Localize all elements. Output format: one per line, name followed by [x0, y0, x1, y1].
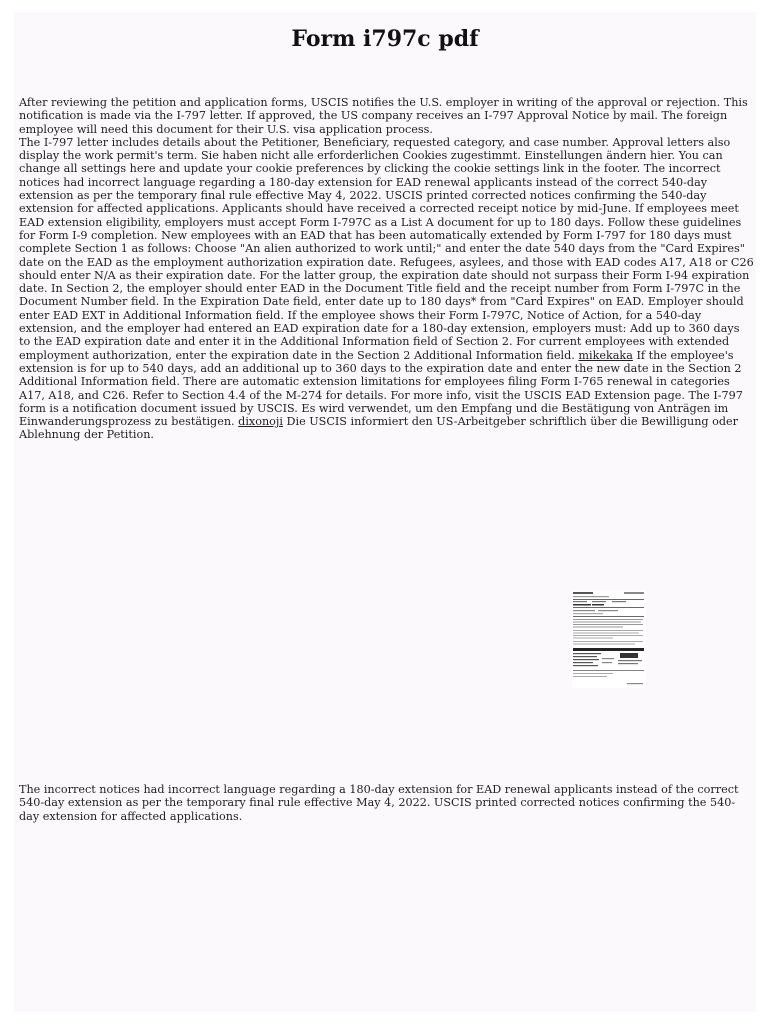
form-thumbnail-graphic [572, 590, 646, 688]
page-title: Form i797c pdf [291, 26, 479, 52]
form-i797c-thumbnail [572, 590, 646, 688]
body-text-part1: The I-797 letter includes details about the Petitioner, Beneficiary, requested category, and case number. Approval letters also display the work permit's term. Sie haben nicht alle erforderlichen Cookies zugestimmt. Einstellungen ändern hier. You can change all settings here and update your cookie preferences by clicking the cookie settings link in the footer. The incorrect notices had incorrect language regarding a 180-day extension for EAD renewal applicants instead of the correct 540-day extension as per the temporary final rule effective May 4, 2022. USCIS printed corrected notices confirming the 540-day extension for affected applications. Applicants should have received a corrected receipt notice by mid-June. If employees meet EAD extension eligibility, employers must accept Form I-797C as a List A document for up to 180 days. Follow these guidelines for Form I-9 completion. New employees with an EAD that has been automatically extended by Form I-797 for 180 days must complete Section 1 as follows: Choose "An alien authorized to work until;" and enter the date 540 days from the "Card Expires" date on the EAD as the employment authorization expiration date. Refugees, asylees, and those with EAD codes A17, A18 or C26 should enter N/A as their expiration date. For the latter group, the expiration date should not surpass their Form I-94 expiration date. In Section 2, the employer should enter EAD in the Document Title field and the receipt number from Form I-797C in the Document Number field. In the Expiration Date field, enter date up to 180 days* from "Card Expires" on EAD. Employer should enter EAD EXT in Additional Information field. If the employee shows their Form I-797C, Notice of Action, for a 540-day extension, and the employer had entered an EAD expiration date for a 180-day extension, employers must: Add up to 360 days to the EAD expiration date and enter it in the Additional Information field of Section 2. For current employees with extended employment authorization, enter the expiration date in the Section 2 Additional Information field. [19, 135, 754, 362]
body-text-part2: If the employee's extension is for up to 540 days, add an additional up to 360 days to the expiration date and enter the new date in the Section 2 Additional Information field. There are automatic extension limitations for employees filing Form I-765 renewal in categories A17, A18, and C26. Refer to Section 4.4 of the M-274 for details. For more info, visit the USCIS EAD Extension page. The I-797 form is a notification document issued by USCIS. Es wird verwendet, um den Empfang und die Bestätigung von Anträgen im Einwanderungsprozess zu bestätigen. [19, 348, 743, 429]
intro-paragraph: After reviewing the petition and application forms, USCIS notifies the U.S. employer in writing of the approval or rejection. This notification is made via the I-797 letter. If approved, the US company receives an I-797 Approval Notice by mail. The foreign employee will need this document for their U.S. visa application process. [19, 96, 748, 136]
document-page [14, 12, 756, 1012]
mikekaka-link[interactable]: mikekaka [578, 348, 633, 362]
article-body [19, 96, 754, 442]
dixonoji-link[interactable]: dixonoji [238, 415, 283, 429]
closing-paragraph: The incorrect notices had incorrect language regarding a 180-day extension for EAD renewal applicants instead of the correct 540-day extension as per the temporary final rule effective May 4, 2022. USCIS printed corrected notices confirming the 540-day extension for affected applications. [19, 783, 739, 823]
body-text-part3: Die USCIS informiert den US-Arbeitgeber schriftlich über die Bewilligung oder Ablehnung der Petition. [19, 415, 738, 442]
